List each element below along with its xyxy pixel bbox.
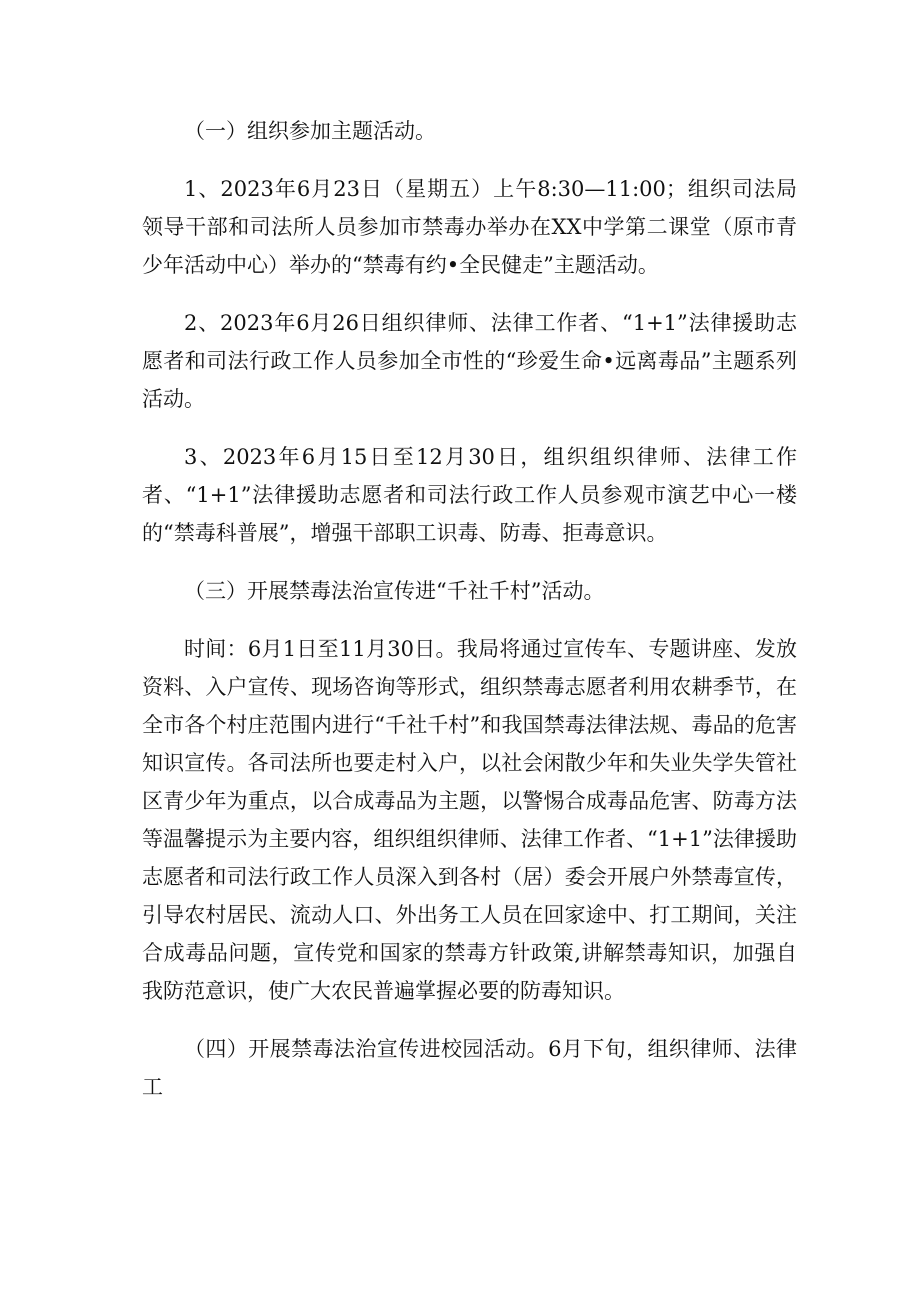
paragraph-heading-3: （三）开展禁毒法治宣传进“千社千村”活动。 <box>184 579 605 603</box>
document-body <box>142 112 797 1126</box>
paragraph-item-3: 3、2023年6月15日至12月30日，组织组织律师、法律工作者、“1+1”法律援助志愿者和司法行政工作人员参观市演艺中心一楼的“禁毒科普展”，增强干部职工识毒、防毒、拒毒意识。 <box>142 445 797 545</box>
paragraph-heading-1: （一）组织参加主题活动。 <box>184 119 436 143</box>
paragraph-item-1: 1、2023年6月23日（星期五）上午8:30—11:00；组织司法局领导干部和司法所人员参加市禁毒办举办在XX中学第二课堂（原市青少年活动中心）举办的“禁毒有约•全民健走”主题活动。 <box>142 177 797 277</box>
paragraph-time-details: 时间：6月1日至11月30日。我局将通过宣传车、专题讲座、发放资料、入户宣传、现场咨询等形式，组织禁毒志愿者利用农耕季节，在全市各个村庄范围内进行“千社千村”和我国禁毒法律法规、毒品的危害知识宣传。各司法所也要走村入户，以社会闲散少年和失业失学失管社区青少年为重点，以合成毒品为主题，以警惕合成毒品危害、防毒方法等温馨提示为主要内容，组织组织律师、法律工作者、“1+1”法律援助志愿者和司法行政工作人员深入到各村（居）委会开展户外禁毒宣传，引导农村居民、流动人口、外出务工人员在回家途中、打工期间，关注合成毒品问题，宣传党和国家的禁毒方针政策,讲解禁毒知识，加强自我防范意识，使广大农民普遍掌握必要的防毒知识。 <box>142 637 797 1003</box>
paragraph-item-2: 2、2023年6月26日组织律师、法律工作者、“1+1”法律援助志愿者和司法行政工作人员参加全市性的“珍爱生命•远离毒品”主题系列活动。 <box>142 311 797 411</box>
paragraph-heading-4: （四）开展禁毒法治宣传进校园活动。6月下旬，组织律师、法律工 <box>142 1037 797 1099</box>
